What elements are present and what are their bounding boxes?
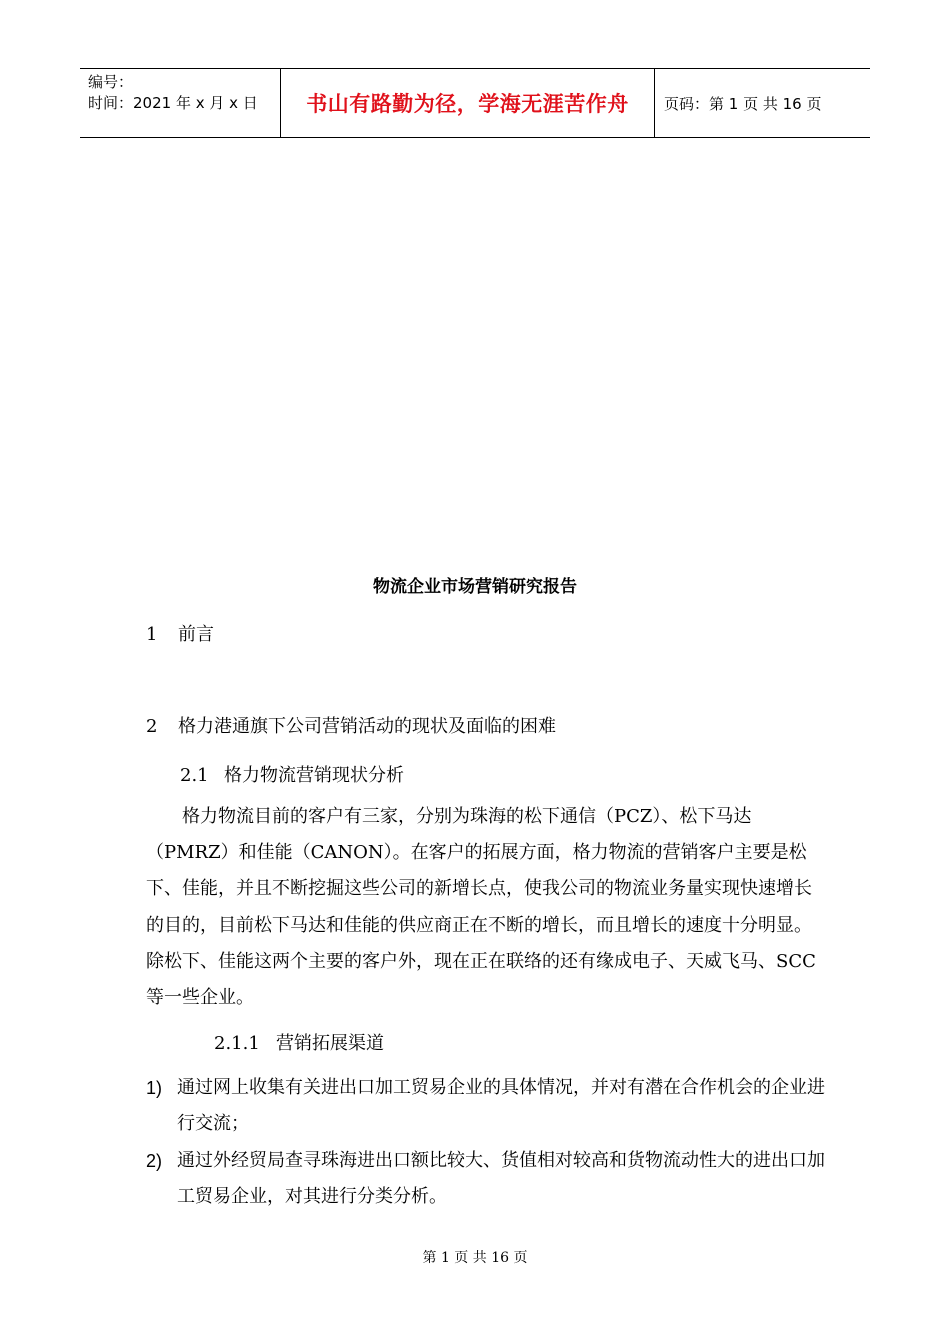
list-item: [146, 1143, 826, 1215]
list-item: [146, 1070, 826, 1142]
header-motto: 书山有路勤为径，学海无涯苦作舟: [280, 69, 655, 137]
list-item-text: 通过外经贸局查寻珠海进出口额比较大、货值相对较高和货物流动性大的进出口加工贸易企业，对其进行分类分析。: [177, 1150, 825, 1207]
section-title: 营销拓展渠道: [276, 1033, 384, 1054]
section-title: 前言: [178, 624, 214, 645]
page-header: [80, 68, 870, 138]
section-title: 格力港通旗下公司营销活动的现状及面临的困难: [178, 716, 556, 737]
body-paragraph: 格力物流目前的客户有三家，分别为珠海的松下通信（PCZ）、松下马达（PMRZ）和佳能（CANON）。在客户的拓展方面，格力物流的营销客户主要是松下、佳能，并且不断挖掘这些公司的新增长点，使我公司的物流业务量实现快速增长的目的，目前松下马达和佳能的供应商正在不断的增长，而且增长的速度十分明显。除松下、佳能这两个主要的客户外，现在正在联络的还有缘成电子、天威飞马、SCC 等一些企业。: [146, 806, 816, 1009]
list-item-number: 2): [146, 1151, 163, 1171]
list-item-number: 1): [146, 1078, 163, 1098]
section-1-heading: [146, 620, 214, 646]
section-2-1-1-heading: [214, 1029, 384, 1055]
section-number: 2: [146, 716, 158, 737]
section-number: 1: [146, 624, 158, 645]
page-footer: 第 1 页 共 16 页: [422, 1250, 528, 1266]
section-number: 2.1.1: [214, 1033, 260, 1054]
section-number: 2.1: [180, 765, 209, 786]
section-2-heading: [146, 712, 556, 738]
document-title: 物流企业市场营销研究报告: [373, 577, 577, 597]
list-item-text: 通过网上收集有关进出口加工贸易企业的具体情况，并对有潜在合作机会的企业进行交流；: [177, 1077, 825, 1134]
date-label: 时间：2021 年 x 月 x 日: [88, 94, 258, 112]
section-title: 格力物流营销现状分析: [224, 765, 404, 786]
section-2-1-heading: [180, 761, 404, 787]
header-page-label: 页码：第 1 页 共 16 页: [664, 94, 822, 113]
header-meta: [88, 72, 280, 114]
code-label: 编号：: [88, 73, 134, 91]
